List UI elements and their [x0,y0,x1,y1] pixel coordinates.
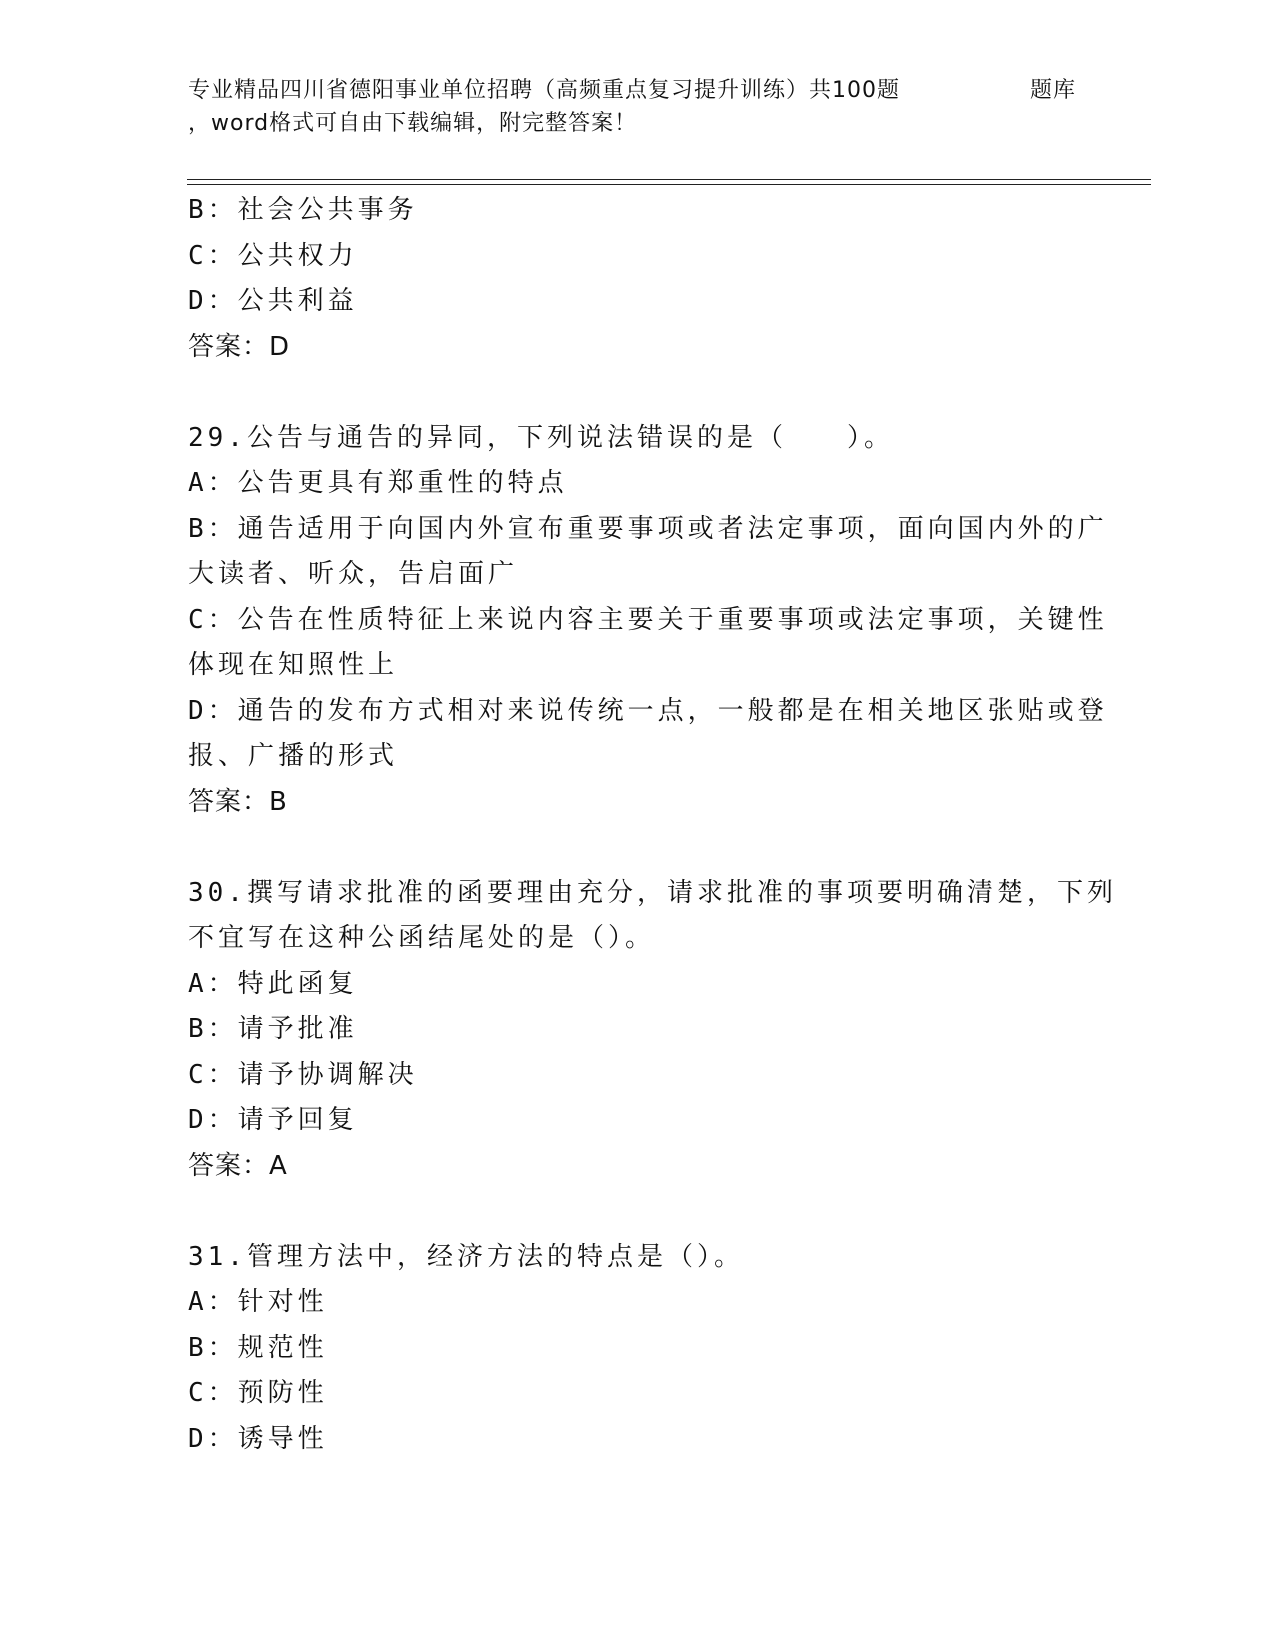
header-title-line [188,74,1088,107]
header-divider-bottom [187,184,1151,185]
answer-line: 答案：D [188,331,291,362]
option-d: D：公共利益 [188,286,358,316]
option-d-continued: 报、广播的形式 [188,741,399,771]
option-b-continued: 大读者、听众，告启面广 [188,559,519,589]
spacer [188,1189,1088,1235]
option-b: B：请予批准 [188,1014,358,1044]
option-d: D：请予回复 [188,1105,358,1135]
question-stem: 31.管理方法中，经济方法的特点是（）。 [188,1241,744,1272]
spacer [188,825,1088,871]
spacer [188,370,1088,416]
option-a: A：特此函复 [188,968,358,999]
option-b: B：通告适用于向国内外宣布重要事项或者法定事项，面向国内外的广 [188,513,1108,544]
answer-line: 答案：B [188,786,288,817]
header-title: 专业精品四川省德阳事业单位招聘（高频重点复习提升训练）共100题 [188,78,900,103]
option-c: C：公告在性质特征上来说内容主要关于重要事项或法定事项，关键性 [188,604,1108,635]
option-a: A：针对性 [188,1287,328,1317]
header-divider-top [187,179,1151,180]
option-d: D：诱导性 [188,1423,328,1454]
option-b: B：社会公共事务 [188,195,418,225]
question-stem: 30.撰写请求批准的函要理由充分，请求批准的事项要明确清楚，下列 [188,877,1117,908]
option-b: B：规范性 [188,1332,328,1363]
question-stem-continued: 不宜写在这种公函结尾处的是（）。 [188,923,656,953]
option-c: C：公共权力 [188,240,358,271]
answer-line: 答案：A [188,1150,288,1181]
header-subtitle: ，word格式可自由下载编辑，附完整答案！ [188,111,638,136]
option-d: D：通告的发布方式相对来说传统一点，一般都是在相关地区张贴或登 [188,695,1108,726]
document-header [188,74,1088,140]
header-right-label: 题库 [1030,78,1077,103]
question-stem: 29.公告与通告的异同，下列说法错误的是（ ）。 [188,422,894,453]
option-c: C：请予协调解决 [188,1059,418,1090]
option-c: C：预防性 [188,1378,328,1408]
question-list [188,188,1117,1462]
option-a: A：公告更具有郑重性的特点 [188,468,568,498]
option-c-continued: 体现在知照性上 [188,650,399,680]
